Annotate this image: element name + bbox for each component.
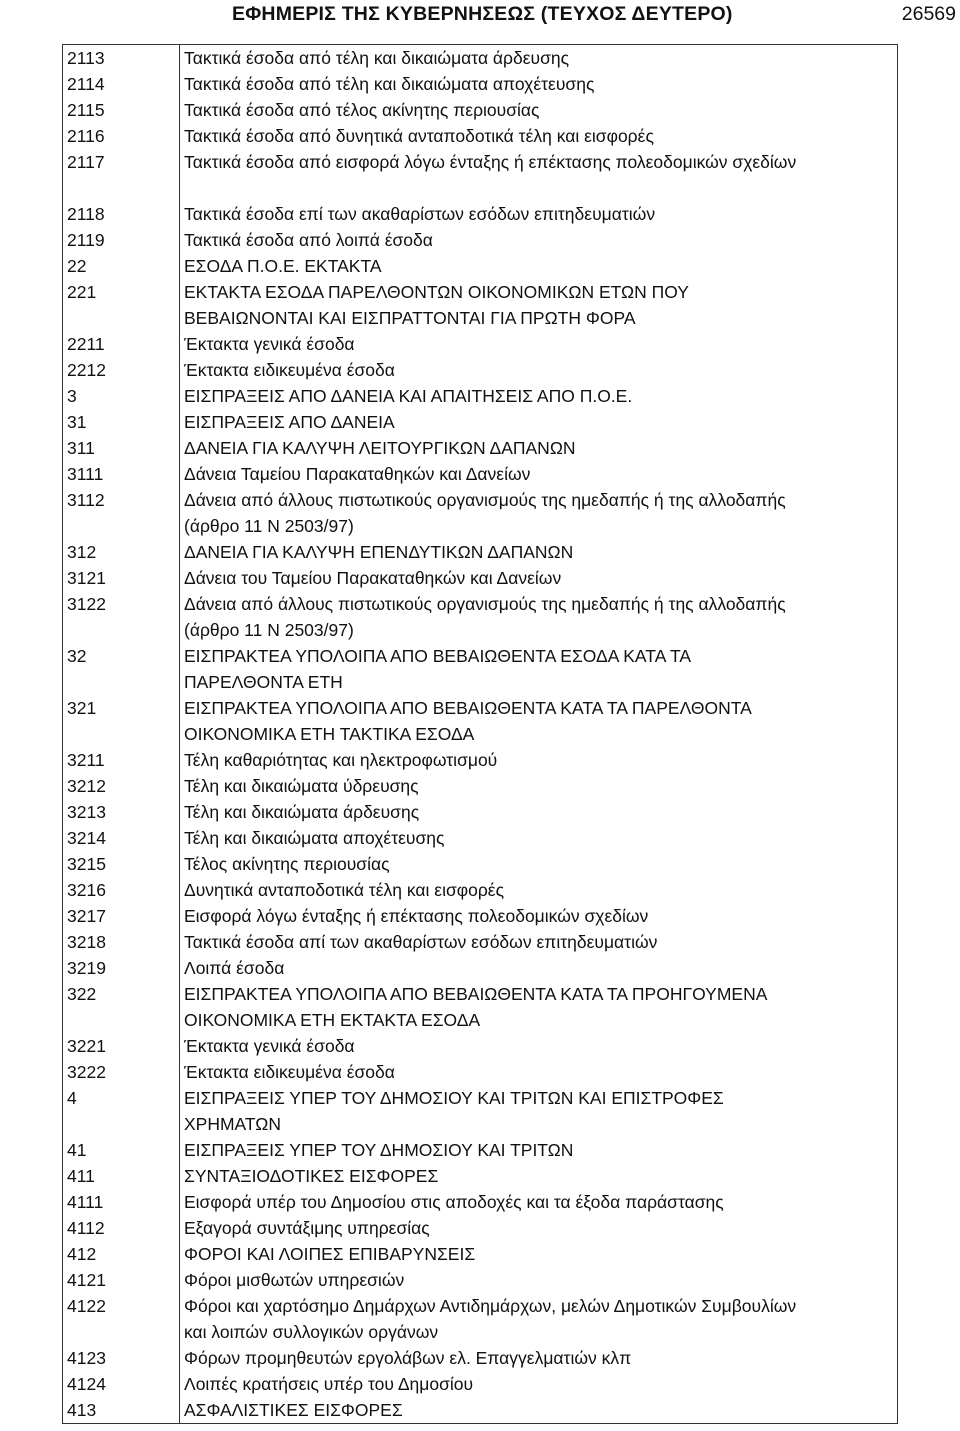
account-description: ΕΙΣΠΡΑΚΤΕΑ ΥΠΟΛΟΙΠΑ ΑΠΟ ΒΕΒΑΙΩΘΕΝΤΑ ΚΑΤΑ ΤΑ ΠΑΡΕΛΘΟΝΤΑ ΟΙΚΟΝΟΜΙΚΑ ΕΤΗ ΤΑΚΤΙΚΑ ΕΣΟΔΑ bbox=[184, 698, 752, 744]
gazette-title: ΕΦΗΜΕΡΙΣ ΤΗΣ ΚΥΒΕΡΝΗΣΕΩΣ (ΤΕΥΧΟΣ ΔΕΥΤΕΡΟ) bbox=[232, 3, 733, 25]
account-code: 322 bbox=[63, 981, 180, 1033]
account-code: 411 bbox=[63, 1163, 180, 1189]
account-description: Δάνεια από άλλους πιστωτικούς οργανισμούς της ημεδαπής ή της αλλοδαπής (άρθρο 11 Ν 2503/97) bbox=[184, 490, 786, 536]
table-row bbox=[63, 747, 897, 773]
table-row bbox=[63, 1215, 897, 1241]
account-description: Τακτικά έσοδα από τέλη και δικαιώματα αποχέτευσης bbox=[184, 74, 595, 94]
account-description: ΔΑΝΕΙΑ ΓΙΑ ΚΑΛΥΨΗ ΕΠΕΝΔΥΤΙΚΩΝ ΔΑΠΑΝΩΝ bbox=[184, 542, 574, 562]
account-description: ΦΟΡΟΙ ΚΑΙ ΛΟΙΠΕΣ ΕΠΙΒΑΡΥΝΣΕΙΣ bbox=[184, 1244, 476, 1264]
account-code: 2113 bbox=[63, 45, 180, 71]
account-code: 3211 bbox=[63, 747, 180, 773]
account-code: 3212 bbox=[63, 773, 180, 799]
account-description: Τακτικά έσοδα επί των ακαθαρίστων εσόδων επιτηδευματιών bbox=[184, 204, 656, 224]
table-row bbox=[63, 201, 897, 227]
table-row bbox=[63, 903, 897, 929]
account-code: 2212 bbox=[63, 357, 180, 383]
account-description: Τακτικά έσοδα από λοιπά έσοδα bbox=[184, 230, 433, 250]
table-row bbox=[63, 435, 897, 461]
account-code: 3 bbox=[63, 383, 180, 409]
table-row bbox=[63, 1033, 897, 1059]
account-code: 2114 bbox=[63, 71, 180, 97]
table-row bbox=[63, 1267, 897, 1293]
table-row bbox=[63, 981, 897, 1033]
account-description: ΕΙΣΠΡΑΞΕΙΣ ΑΠΟ ΔΑΝΕΙΑ ΚΑΙ ΑΠΑΙΤΗΣΕΙΣ ΑΠΟ Π.Ο.Ε. bbox=[184, 386, 633, 406]
account-code: 412 bbox=[63, 1241, 180, 1267]
account-code: 3111 bbox=[63, 461, 180, 487]
table-row bbox=[63, 1397, 897, 1423]
account-code: 321 bbox=[63, 695, 180, 747]
account-code: 221 bbox=[63, 279, 180, 331]
table-row bbox=[63, 97, 897, 123]
account-description: Τέλη και δικαιώματα ύδρευσης bbox=[184, 776, 419, 796]
table-row bbox=[63, 955, 897, 981]
table-row bbox=[63, 1241, 897, 1267]
account-code: 32 bbox=[63, 643, 180, 695]
account-description: ΕΙΣΠΡΑΞΕΙΣ ΥΠΕΡ ΤΟΥ ΔΗΜΟΣΙΟΥ ΚΑΙ ΤΡΙΤΩΝ bbox=[184, 1140, 574, 1160]
account-code: 3219 bbox=[63, 955, 180, 981]
account-code: 3216 bbox=[63, 877, 180, 903]
account-description: Τέλη καθαριότητας και ηλεκτροφωτισμού bbox=[184, 750, 498, 770]
account-code: 4 bbox=[63, 1085, 180, 1137]
table-row bbox=[63, 71, 897, 97]
account-code: 41 bbox=[63, 1137, 180, 1163]
table-row bbox=[63, 643, 897, 695]
account-description: Δάνεια Ταμείου Παρακαταθηκών και Δανείων bbox=[184, 464, 531, 484]
account-description: ΕΙΣΠΡΑΞΕΙΣ ΥΠΕΡ ΤΟΥ ΔΗΜΟΣΙΟΥ ΚΑΙ ΤΡΙΤΩΝ ΚΑΙ ΕΠΙΣΤΡΟΦΕΣ ΧΡΗΜΑΤΩΝ bbox=[184, 1088, 724, 1134]
account-description: Τέλη και δικαιώματα αποχέτευσης bbox=[184, 828, 445, 848]
account-description: Φόρων προμηθευτών εργολάβων ελ. Επαγγελματιών κλπ bbox=[184, 1348, 632, 1368]
table-row bbox=[63, 851, 897, 877]
table-row bbox=[63, 825, 897, 851]
account-code: 31 bbox=[63, 409, 180, 435]
revenue-codes-table bbox=[62, 44, 898, 1424]
account-code: 3217 bbox=[63, 903, 180, 929]
table-row bbox=[63, 695, 897, 747]
table-row bbox=[63, 279, 897, 331]
table-row bbox=[63, 149, 897, 201]
account-description: Φόροι και χαρτόσημο Δημάρχων Αντιδημάρχων, μελών Δημοτικών Συμβουλίων και λοιπών συλλογικών οργάνων bbox=[184, 1296, 797, 1342]
table-row bbox=[63, 45, 897, 71]
table-row bbox=[63, 591, 897, 643]
account-description: Τακτικά έσοδα από τέλη και δικαιώματα άρδευσης bbox=[184, 48, 570, 68]
account-code: 2118 bbox=[63, 201, 180, 227]
table-row bbox=[63, 1163, 897, 1189]
table-row bbox=[63, 1371, 897, 1397]
account-description: Λοιπές κρατήσεις υπέρ του Δημοσίου bbox=[184, 1374, 474, 1394]
account-description: ΕΙΣΠΡΑΞΕΙΣ ΑΠΟ ΔΑΝΕΙΑ bbox=[184, 412, 395, 432]
table-row bbox=[63, 929, 897, 955]
account-description: Τέλος ακίνητης περιουσίας bbox=[184, 854, 390, 874]
account-description: ΕΚΤΑΚΤΑ ΕΣΟΔΑ ΠΑΡΕΛΘΟΝΤΩΝ ΟΙΚΟΝΟΜΙΚΩΝ ΕΤΩΝ ΠΟΥ ΒΕΒΑΙΩΝΟΝΤΑΙ ΚΑΙ ΕΙΣΠΡΑΤΤΟΝΤΑΙ ΓΙΑ ΠΡΩΤΗ ΦΟΡΑ bbox=[184, 282, 689, 328]
account-description: Λοιπά έσοδα bbox=[184, 958, 285, 978]
account-description: Δάνεια από άλλους πιστωτικούς οργανισμούς της ημεδαπής ή της αλλοδαπής (άρθρο 11 Ν 2503/97) bbox=[184, 594, 786, 640]
account-code: 312 bbox=[63, 539, 180, 565]
account-description: Δάνεια του Ταμείου Παρακαταθηκών και Δανείων bbox=[184, 568, 562, 588]
account-code: 4123 bbox=[63, 1345, 180, 1371]
table-row bbox=[63, 123, 897, 149]
table-row bbox=[63, 487, 897, 539]
account-code: 3222 bbox=[63, 1059, 180, 1085]
table-row bbox=[63, 253, 897, 279]
account-code: 3215 bbox=[63, 851, 180, 877]
account-code: 3218 bbox=[63, 929, 180, 955]
account-description: ΕΙΣΠΡΑΚΤΕΑ ΥΠΟΛΟΙΠΑ ΑΠΟ ΒΕΒΑΙΩΘΕΝΤΑ ΕΣΟΔΑ ΚΑΤΑ ΤΑ ΠΑΡΕΛΘΟΝΤΑ ΕΤΗ bbox=[184, 646, 692, 692]
account-code: 4121 bbox=[63, 1267, 180, 1293]
table-row bbox=[63, 1345, 897, 1371]
account-description: ΕΙΣΠΡΑΚΤΕΑ ΥΠΟΛΟΙΠΑ ΑΠΟ ΒΕΒΑΙΩΘΕΝΤΑ ΚΑΤΑ ΤΑ ΠΡΟΗΓΟΥΜΕΝΑ ΟΙΚΟΝΟΜΙΚΑ ΕΤΗ ΕΚΤΑΚΤΑ ΕΣΟΔΑ bbox=[184, 984, 768, 1030]
account-code: 3112 bbox=[63, 487, 180, 539]
table-row bbox=[63, 409, 897, 435]
account-description: Έκτακτα γενικά έσοδα bbox=[184, 334, 355, 354]
account-description: Φόροι μισθωτών υπηρεσιών bbox=[184, 1270, 405, 1290]
account-description: Έκτακτα ειδικευμένα έσοδα bbox=[184, 1062, 395, 1082]
table-row bbox=[63, 227, 897, 253]
account-code: 22 bbox=[63, 253, 180, 279]
account-code: 2115 bbox=[63, 97, 180, 123]
account-description: Εξαγορά συντάξιμης υπηρεσίας bbox=[184, 1218, 430, 1238]
table-row bbox=[63, 1085, 897, 1137]
account-description: Τέλη και δικαιώματα άρδευσης bbox=[184, 802, 420, 822]
account-description: ΣΥΝΤΑΞΙΟΔΟΤΙΚΕΣ ΕΙΣΦΟΡΕΣ bbox=[184, 1166, 439, 1186]
table-row bbox=[63, 1189, 897, 1215]
account-code: 3214 bbox=[63, 825, 180, 851]
account-code: 2119 bbox=[63, 227, 180, 253]
account-code: 311 bbox=[63, 435, 180, 461]
table-row bbox=[63, 357, 897, 383]
account-code: 4124 bbox=[63, 1371, 180, 1397]
account-description: Τακτικά έσοδα απί των ακαθαρίστων εσόδων επιτηδευματιών bbox=[184, 932, 658, 952]
account-code: 4122 bbox=[63, 1293, 180, 1345]
account-description: ΔΑΝΕΙΑ ΓΙΑ ΚΑΛΥΨΗ ΛΕΙΤΟΥΡΓΙΚΩΝ ΔΑΠΑΝΩΝ bbox=[184, 438, 576, 458]
account-code: 3122 bbox=[63, 591, 180, 643]
account-description: Εισφορά λόγω ένταξης ή επέκτασης πολεοδομικών σχεδίων bbox=[184, 906, 649, 926]
account-description: Τακτικά έσοδα από τέλος ακίνητης περιουσίας bbox=[184, 100, 540, 120]
table-row bbox=[63, 1059, 897, 1085]
account-code: 413 bbox=[63, 1397, 180, 1423]
table-row bbox=[63, 565, 897, 591]
account-code: 4112 bbox=[63, 1215, 180, 1241]
table-row bbox=[63, 383, 897, 409]
table-row bbox=[63, 539, 897, 565]
account-description: Έκτακτα ειδικευμένα έσοδα bbox=[184, 360, 395, 380]
account-description: Έκτακτα γενικά έσοδα bbox=[184, 1036, 355, 1056]
table-row bbox=[63, 1137, 897, 1163]
table-row bbox=[63, 877, 897, 903]
page-header bbox=[0, 0, 960, 36]
account-code: 3221 bbox=[63, 1033, 180, 1059]
account-code: 3121 bbox=[63, 565, 180, 591]
table-row bbox=[63, 461, 897, 487]
account-description: Τακτικά έσοδα από εισφορά λόγω ένταξης ή επέκτασης πολεοδομικών σχεδίων bbox=[184, 152, 797, 172]
table-row bbox=[63, 1293, 897, 1345]
table-row bbox=[63, 331, 897, 357]
account-code: 2117 bbox=[63, 149, 180, 201]
account-description: Δυνητικά ανταποδοτικά τέλη και εισφορές bbox=[184, 880, 505, 900]
account-code: 2116 bbox=[63, 123, 180, 149]
page-number: 26569 bbox=[901, 3, 956, 25]
table-row bbox=[63, 773, 897, 799]
account-description: Εισφορά υπέρ του Δημοσίου στις αποδοχές και τα έξοδα παράστασης bbox=[184, 1192, 724, 1212]
account-description: ΕΣΟΔΑ Π.Ο.Ε. ΕΚΤΑΚΤΑ bbox=[184, 256, 382, 276]
account-code: 3213 bbox=[63, 799, 180, 825]
account-description: Τακτικά έσοδα από δυνητικά ανταποδοτικά τέλη και εισφορές bbox=[184, 126, 654, 146]
account-code: 4111 bbox=[63, 1189, 180, 1215]
table-row bbox=[63, 799, 897, 825]
account-code: 2211 bbox=[63, 331, 180, 357]
account-description: ΑΣΦΑΛΙΣΤΙΚΕΣ ΕΙΣΦΟΡΕΣ bbox=[184, 1400, 403, 1420]
